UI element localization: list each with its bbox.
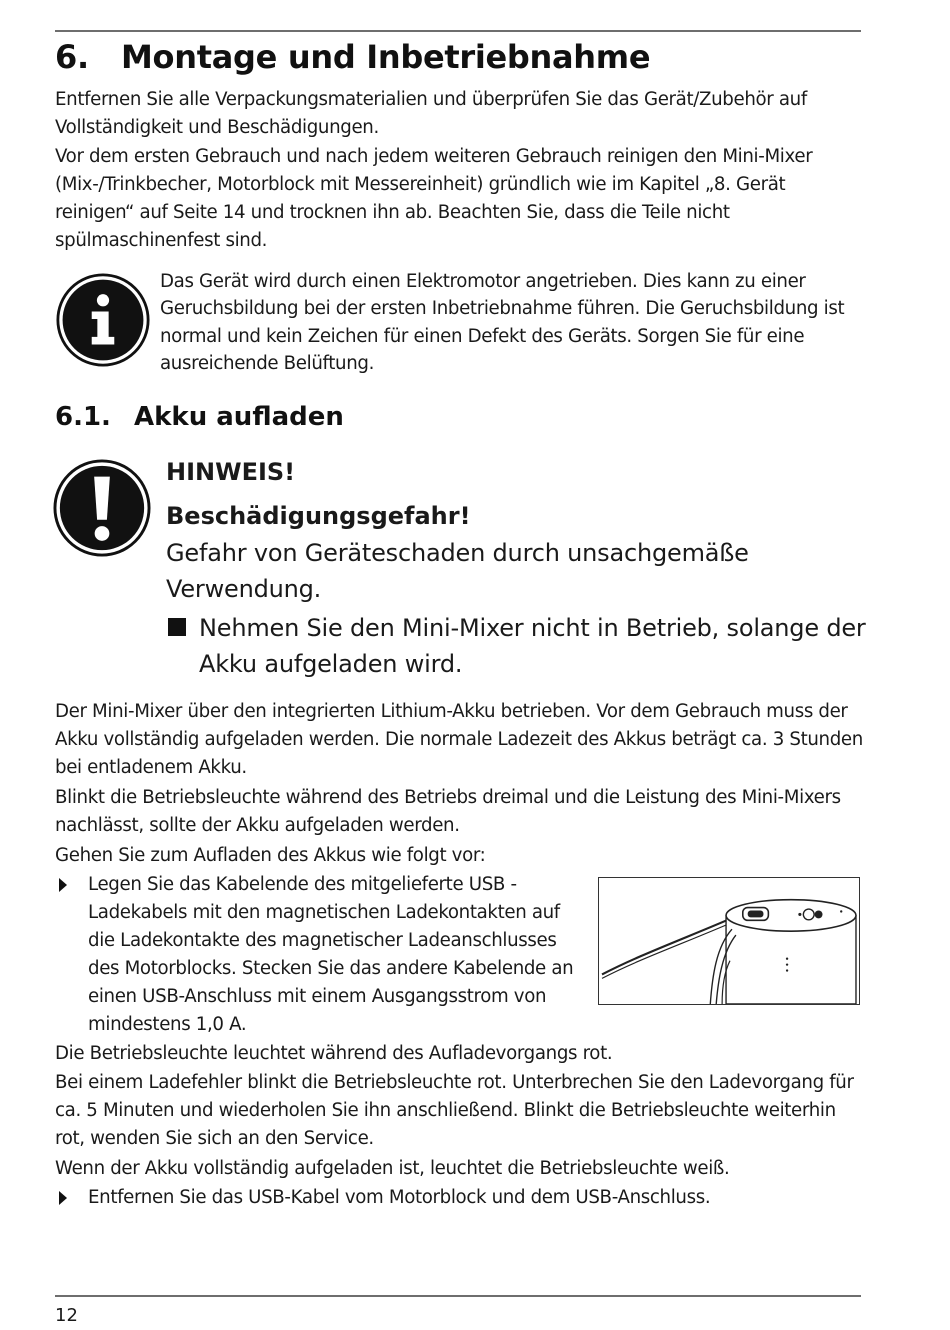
body-paragraph-1: Der Mini-Mixer über den integrierten Lithium-Akku betrieben. Vor dem Gebrauch muss der Akku vollständig aufgeladen werden. Die normale Ladezeit des Akkus beträgt ca. 3 Stunden bei entladenem Akku. xyxy=(55,701,863,778)
step-arrow-icon xyxy=(59,1191,67,1205)
body-paragraph-3: Gehen Sie zum Aufladen des Akkus wie folgt vor: xyxy=(55,845,486,866)
top-rule xyxy=(55,30,861,32)
info-note-text: Das Gerät wird durch einen Elektromotor angetrieben. Dies kann zu einer Geruchsbildung bei der ersten Inbetriebnahme führen. Die Geruchsbildung ist normal und kein Zeichen für einen Defekt des Geräts. Sorgen Sie für eine ausreichende Belüftung. xyxy=(160,271,845,374)
charging-illustration xyxy=(598,877,860,1005)
info-icon xyxy=(56,273,150,367)
section-heading xyxy=(55,38,650,76)
step-1: Legen Sie das Kabelende des mitgelieferte USB -Ladekabels mit den magnetischen Ladekontakten auf die Ladekontakte des magnetischer Ladeanschlusses des Motorblocks. Stecken Sie das andere Kabelende an einen USB-Anschluss mit einem Ausgangsstrom von mindestens 1,0 A. xyxy=(88,874,574,1035)
section-title: Montage und Inbetriebnahme xyxy=(121,38,651,76)
step-2: Entfernen Sie das USB-Kabel vom Motorblock und dem USB-Anschluss. xyxy=(88,1187,711,1208)
warning-title: Beschädigungsgefahr! xyxy=(166,502,471,530)
charging-error-text: Bei einem Ladefehler blinkt die Betriebsleuchte rot. Unterbrechen Sie den Ladevorgang für ca. 5 Minuten und wiederholen Sie ihn anschließend. Blinkt die Betriebsleuchte weiterhin rot, wenden Sie sich an den Service. xyxy=(55,1072,854,1149)
step-arrow-icon xyxy=(59,878,67,892)
intro-paragraph-2: Vor dem ersten Gebrauch und nach jedem weiteren Gebrauch reinigen den Mini-Mixer (Mix-/Trinkbecher, Motorblock mit Messereinheit) gründlich wie im Kapitel „8. Gerät reinigen“ auf Seite 14 und trocknen ihn ab. Beachten Sie, dass die Teile nicht spülmaschinenfest sind. xyxy=(55,146,813,251)
warning-bullet: Nehmen Sie den Mini-Mixer nicht in Betrieb, solange der Akku aufgeladen wird. xyxy=(199,614,866,678)
warning-description: Gefahr von Geräteschaden durch unsachgemäße Verwendung. xyxy=(166,539,749,603)
subsection-title: Akku aufladen xyxy=(134,402,344,432)
charging-complete-text: Wenn der Akku vollständig aufgeladen ist, leuchtet die Betriebsleuchte weiß. xyxy=(55,1158,730,1179)
subsection-number: 6.1. xyxy=(55,402,111,432)
intro-paragraph-1: Entfernen Sie alle Verpackungsmaterialien und überprüfen Sie das Gerät/Zubehör auf Vollständigkeit und Beschädigungen. xyxy=(55,89,807,138)
exclamation-icon xyxy=(53,459,151,557)
bullet-square-icon xyxy=(168,618,186,636)
section-number: 6. xyxy=(55,38,89,76)
warning-label: HINWEIS! xyxy=(166,458,296,486)
charging-status-text: Die Betriebsleuchte leuchtet während des Aufladevorgangs rot. xyxy=(55,1043,613,1064)
page-number: 12 xyxy=(55,1305,78,1326)
bottom-rule xyxy=(55,1295,861,1297)
body-paragraph-2: Blinkt die Betriebsleuchte während des Betriebs dreimal und die Leistung des Mini-Mixers nachlässt, sollte der Akku aufgeladen werden. xyxy=(55,787,841,836)
subsection-heading xyxy=(55,402,344,432)
